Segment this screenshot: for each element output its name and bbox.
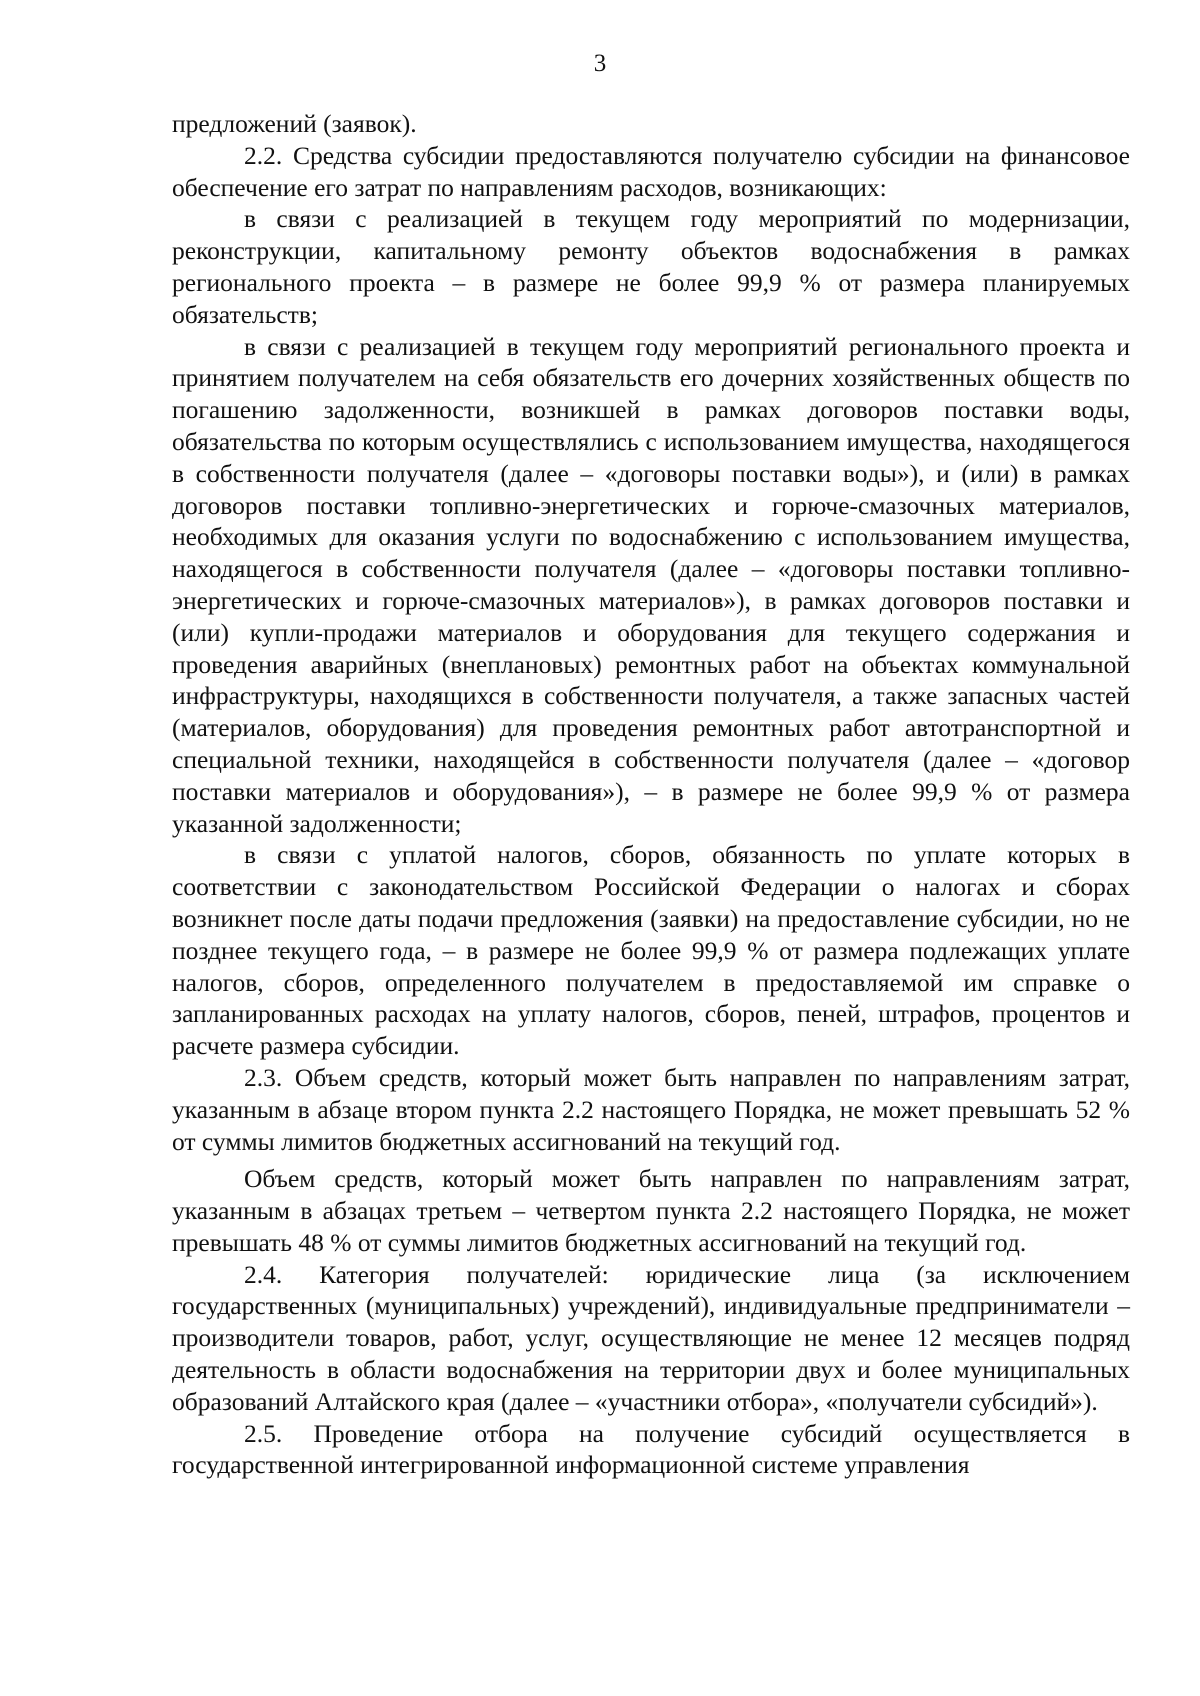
paragraph-2-3: 2.3. Объем средств, который может быть направлен по направлениям затрат, указанным в абзаце втором пункта 2.2 настоящего Порядка, не может превышать 52 % от суммы лимитов бюджетных ассигнований на текущий год. (172, 1062, 1130, 1156)
paragraph-2-4: 2.4. Категория получателей: юридические лица (за исключением государственных (муниципальных) учреждений), индивидуальные предприниматели – производители товаров, работ, услуг, осуществляющие не менее 12 месяцев подряд деятельность в области водоснабжения на территории двух и более муниципальных образований Алтайского края (далее – «участники отбора», «получатели субсидий»). (172, 1259, 1130, 1416)
paragraph-continuation: предложений (заявок). (172, 109, 417, 138)
paragraph-2-5: 2.5. Проведение отбора на получение субсидий осуществляется в государственной интегрированной информационной системе управления (172, 1418, 1130, 1480)
paragraph-2-2: 2.2. Средства субсидии предоставляются получателю субсидии на финансовое обеспечение его затрат по направлениям расходов, возникающих: (172, 140, 1130, 202)
page-number: 3 (593, 50, 607, 77)
document-body (172, 108, 1130, 1481)
paragraph-volume-limit: Объем средств, который может быть направлен по направлениям затрат, указанным в абзацах третьем – четвертом пункта 2.2 настоящего Порядка, не может превышать 48 % от суммы лимитов бюджетных ассигнований на текущий год. (172, 1164, 1130, 1257)
paragraph-modernization: в связи с реализацией в текущем году мероприятий по модернизации, реконструкции, капитальному ремонту объектов водоснабжения в рамках регионального проекта – в размере не более 99,9 % от размера планируемых обязательств; (172, 204, 1130, 329)
paragraph-debt-repayment: в связи с реализацией в текущем году мероприятий регионального проекта и принятием получателем на себя обязательств его дочерних хозяйственных обществ по погашению задолженности, возникшей в рамках договоров поставки воды, обязательства по которым осуществлялись с использованием имущества, находящегося в собственности получателя (далее – «договоры поставки воды»), и (или) в рамках договоров поставки топливно-энергетических и горюче-смазочных материалов, необходимых для оказания услуги по водоснабжению с использованием имущества, находящегося в собственности получателя (далее – «договоры поставки топливно-энергетических и горюче-смазочных материалов»), в рамках договоров поставки и (или) купли-продажи материалов и оборудования для текущего содержания и проведения аварийных (внеплановых) ремонтных работ на объектах коммунальной инфраструктуры, находящихся в собственности получателя, а также запасных частей (материалов, оборудования) для проведения ремонтных работ автотранспортной и специальной техники, находящейся в собственности получателя (далее – «договор поставки материалов и оборудования»), – в размере не более 99,9 % от размера указанной задолженности; (172, 331, 1130, 838)
paragraph-taxes: в связи с уплатой налогов, сборов, обязанность по уплате которых в соответствии с законодательством Российской Федерации о налогах и сборах возникнет после даты подачи предложения (заявки) на предоставление субсидии, но не позднее текущего года, – в размере не более 99,9 % от размера подлежащих уплате налогов, сборов, определенного получателем в предоставляемой им справке о запланированных расходах на уплату налогов, сборов, пеней, штрафов, процентов и расчете размера субсидии. (172, 840, 1130, 1061)
